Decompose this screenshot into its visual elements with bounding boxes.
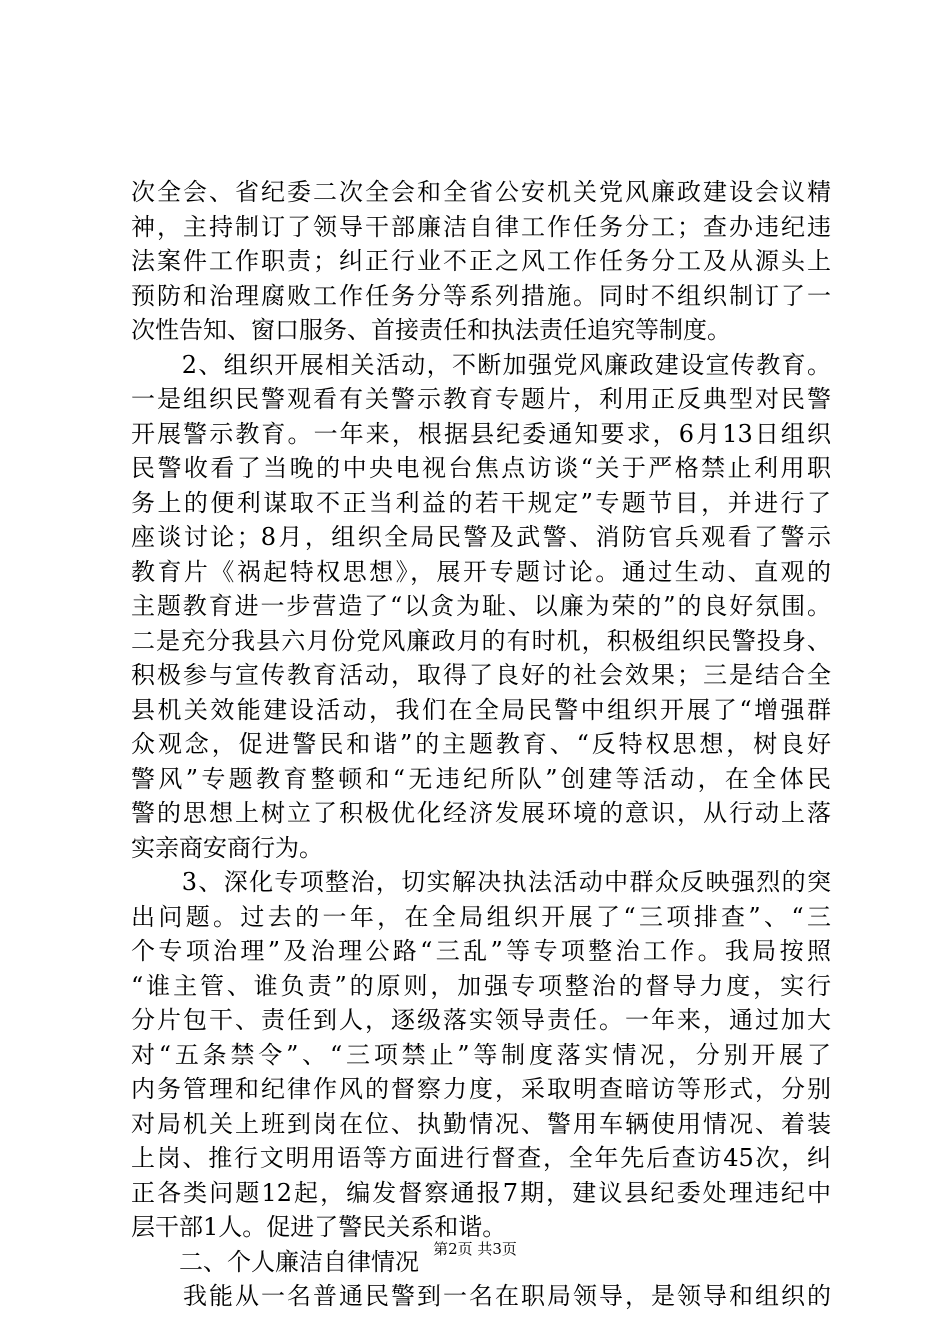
text-line: 我能从一名普通民警到一名在职局领导，是领导和组织的 — [131, 1282, 831, 1310]
text-line: 众观念，促进警民和谐”的主题教育、“反特权思想，树良好 — [131, 730, 831, 758]
text-line: 次性告知、窗口服务、首接责任和执法责任追究等制度。 — [131, 316, 731, 344]
text-line: 教育片《祸起特权思想》，展开专题讨论。通过生动、直观的 — [131, 557, 831, 586]
text-line: 警的思想上树立了积极优化经济发展环境的意识，从行动上落 — [131, 799, 831, 827]
text-line: 民警收看了当晚的中央电视台焦点访谈“关于严格禁止利用职 — [131, 454, 831, 482]
page-number-footer: 第2页 共3页 — [433, 1240, 517, 1258]
text-line: 主题教育进一步营造了“以贪为耻、以廉为荣的”的良好氛围。 — [131, 592, 831, 620]
text-line: 开展警示教育。一年来，根据县纪委通知要求，6月13日组织 — [131, 419, 831, 448]
text-line: 出问题。过去的一年，在全局组织开展了“三项排查”、“三 — [131, 902, 831, 931]
text-line: 内务管理和纪律作风的督察力度，采取明查暗访等形式，分别 — [131, 1075, 831, 1103]
text-line: 上岗、推行文明用语等方面进行督查，全年先后查访45次，纠 — [131, 1144, 831, 1172]
text-line: 法案件工作职责；纠正行业不正之风工作任务分工及从源头上 — [131, 247, 831, 275]
text-line: 对局机关上班到岗在位、执勤情况、警用车辆使用情况、着装 — [131, 1109, 831, 1138]
section-heading: 二、个人廉洁自律情况 — [131, 1247, 419, 1276]
text-line: 二是充分我县六月份党风廉政月的有时机，积极组织民警投身、 — [131, 626, 831, 655]
text-line: 县机关效能建设活动，我们在全局民警中组织开展了“增强群 — [131, 695, 831, 724]
document-body — [131, 175, 831, 1314]
text-line: 神，主持制订了领导干部廉洁自律工作任务分工；查办违纪违 — [131, 212, 831, 241]
text-line: 层干部1人。促进了警民关系和谐。 — [131, 1213, 507, 1241]
text-line: 次全会、省纪委二次全会和全省公安机关党风廉政建设会议精 — [131, 178, 831, 206]
paragraph-heading-3: 3、深化专项整治，切实解决执法活动中群众反映强烈的突 — [131, 868, 831, 896]
paragraph-heading-2: 2、组织开展相关活动，不断加强党风廉政建设宣传教育。 — [131, 350, 831, 379]
text-line: 务上的便利谋取不正当利益的若干规定”专题节目，并进行了 — [131, 488, 831, 517]
text-line: “谁主管、谁负责”的原则，加强专项整治的督导力度，实行 — [131, 971, 831, 1000]
text-line: 预防和治理腐败工作任务分等系列措施。同时不组织制订了一 — [131, 281, 831, 310]
text-line: 分片包干、责任到人，逐级落实领导责任。一年来，通过加大 — [131, 1006, 831, 1034]
text-line: 个专项治理”及治理公路“三乱”等专项整治工作。我局按照 — [131, 937, 831, 965]
text-line: 一是组织民警观看有关警示教育专题片，利用正反典型对民警 — [131, 385, 831, 413]
text-line: 实亲商安商行为。 — [131, 833, 323, 862]
text-line: 座谈讨论；8月，组织全局民警及武警、消防官兵观看了警示 — [131, 523, 831, 551]
text-line: 警风”专题教育整顿和“无违纪所队”创建等活动，在全体民 — [131, 764, 831, 793]
text-line: 正各类问题12起，编发督察通报7期，建议县纪委处理违纪中 — [131, 1178, 831, 1207]
text-line: 对“五条禁令”、“三项禁止”等制度落实情况，分别开展了 — [131, 1040, 831, 1069]
text-line: 积极参与宣传教育活动，取得了良好的社会效果；三是结合全 — [131, 661, 831, 689]
